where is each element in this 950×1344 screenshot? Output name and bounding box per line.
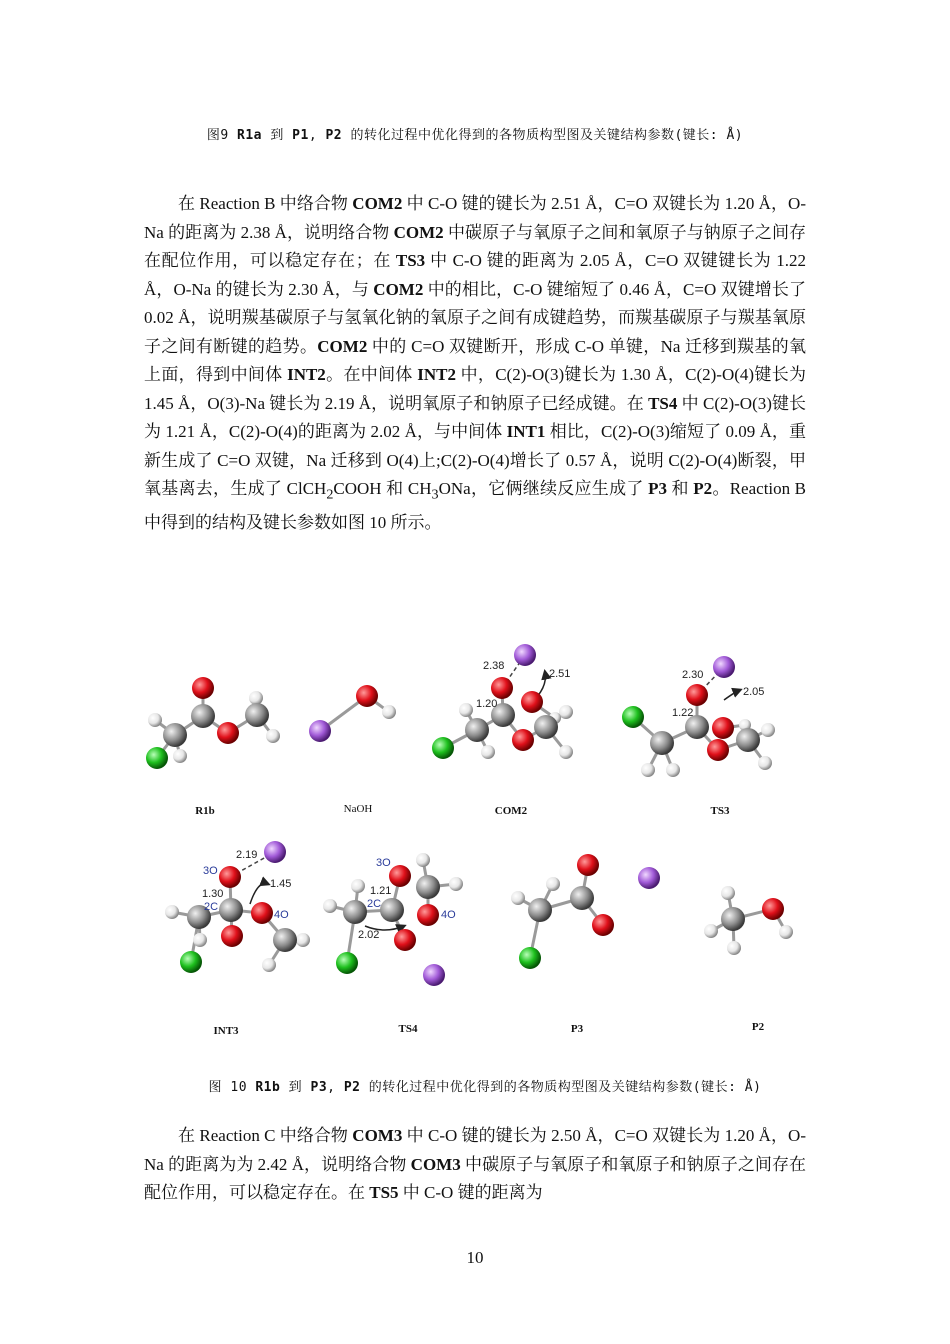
- svg-text:4O: 4O: [441, 909, 456, 921]
- svg-text:1.21: 1.21: [370, 885, 392, 897]
- svg-text:1.22: 1.22: [672, 707, 694, 719]
- svg-text:3O: 3O: [376, 857, 391, 869]
- svg-text:2C: 2C: [367, 898, 382, 910]
- svg-text:2.19: 2.19: [236, 849, 258, 861]
- svg-text:1.20: 1.20: [476, 698, 498, 710]
- svg-text:2.02: 2.02: [358, 929, 380, 941]
- label-ts3: TS3: [710, 805, 730, 817]
- label-r1b: R1b: [195, 805, 215, 817]
- svg-text:2C: 2C: [204, 901, 219, 913]
- svg-text:1.30: 1.30: [202, 888, 224, 900]
- page-number: 10: [466, 1248, 484, 1267]
- label-p2: P2: [751, 1021, 765, 1033]
- svg-text:2.30: 2.30: [682, 669, 704, 681]
- body-paragraph-1: 在 Reaction B 中络合物 COM2 中 C-O 键的键长为 2.51 Å，C=O 双键长为 1.20 Å，O-Na 的距离为 2.38 Å，说明络合物 COM2 中碳原子与氧原子之间和氧原子与钠原子之间存在配位作用，可以稳定存在；在 TS3 中 C-O 键的距离为 2.05 Å，C=O 双键键长为 1.22 Å，O-Na 的键长为 2.30 Å，与 COM2 中的相比，C-O 键缩短了 0.46 Å，C=O 双键增长了 0.02 Å，说明羰基碳原子与氢氧化钠的氧原子之间有成键趋势，而羰基碳原子与羰基氧原子之间有断键的趋势。COM2 中的 C=O 双键断开，形成 C-O 单键，Na 迁移到羰基的氧上面，得到中间体 INT2。在中间体 INT2 中，C(2)-O(3)键长为 1.30 Å，C(2)-O(4)键长为 1.45 Å，O(3)-Na 键长为 2.19 Å，说明氧原子和钠原子已经成键。在 TS4 中 C(2)-O(3)键长为 1.21 Å，C(2)-O(4)的距离为 2.02 Å，与中间体 INT1 相比，C(2)-O(3)缩短了 0.09 Å，重新生成了 C=O 双键，Na 迁移到 O(4)上;C(2)-O(4)增长了 0.57 Å，说明 C(2)-O(4)断裂，甲氧基离去，生成了 ClCH$_2$COOH 和 $CH_3ONa$，它俩继续反应生成了 P3 和 P2。Reaction B 中得到的结构及键长参数如图 10 所示。: [144, 194, 807, 532]
- svg-text:2.05: 2.05: [743, 686, 765, 698]
- label-p3: P3: [570, 1023, 584, 1035]
- figure-10-caption: 图 10 R1b 到 P3, P2 的转化过程中优化得到的各物质构型图及关键结构参数(键长: Å): [208, 1080, 762, 1095]
- svg-text:4O: 4O: [274, 909, 289, 921]
- label-com2: COM2: [494, 805, 528, 817]
- figure-9-caption: 图9 R1a 到 P1, P2 的转化过程中优化得到的各物质构型图及关键结构参数(键长: Å): [206, 128, 744, 143]
- label-naoh: NaOH: [343, 803, 373, 815]
- label-ts4: TS4: [398, 1023, 418, 1035]
- svg-text:2.51: 2.51: [549, 668, 571, 680]
- label-int3: INT3: [213, 1025, 239, 1037]
- svg-text:3O: 3O: [203, 865, 218, 877]
- body-paragraph-2: 在 Reaction C 中络合物 COM3 中 C-O 键的键长为 2.50 Å，C=O 双键长为 1.20 Å，O-Na 的距离为为 2.42 Å，说明络合物 COM3 中碳原子与氧原子和氧原子和钠原子之间存在配位作用，可以稳定存在。在 TS5 中 C-O 键的距离为: [144, 1126, 806, 1202]
- svg-text:2.38: 2.38: [483, 660, 505, 672]
- svg-text:1.45: 1.45: [270, 878, 292, 890]
